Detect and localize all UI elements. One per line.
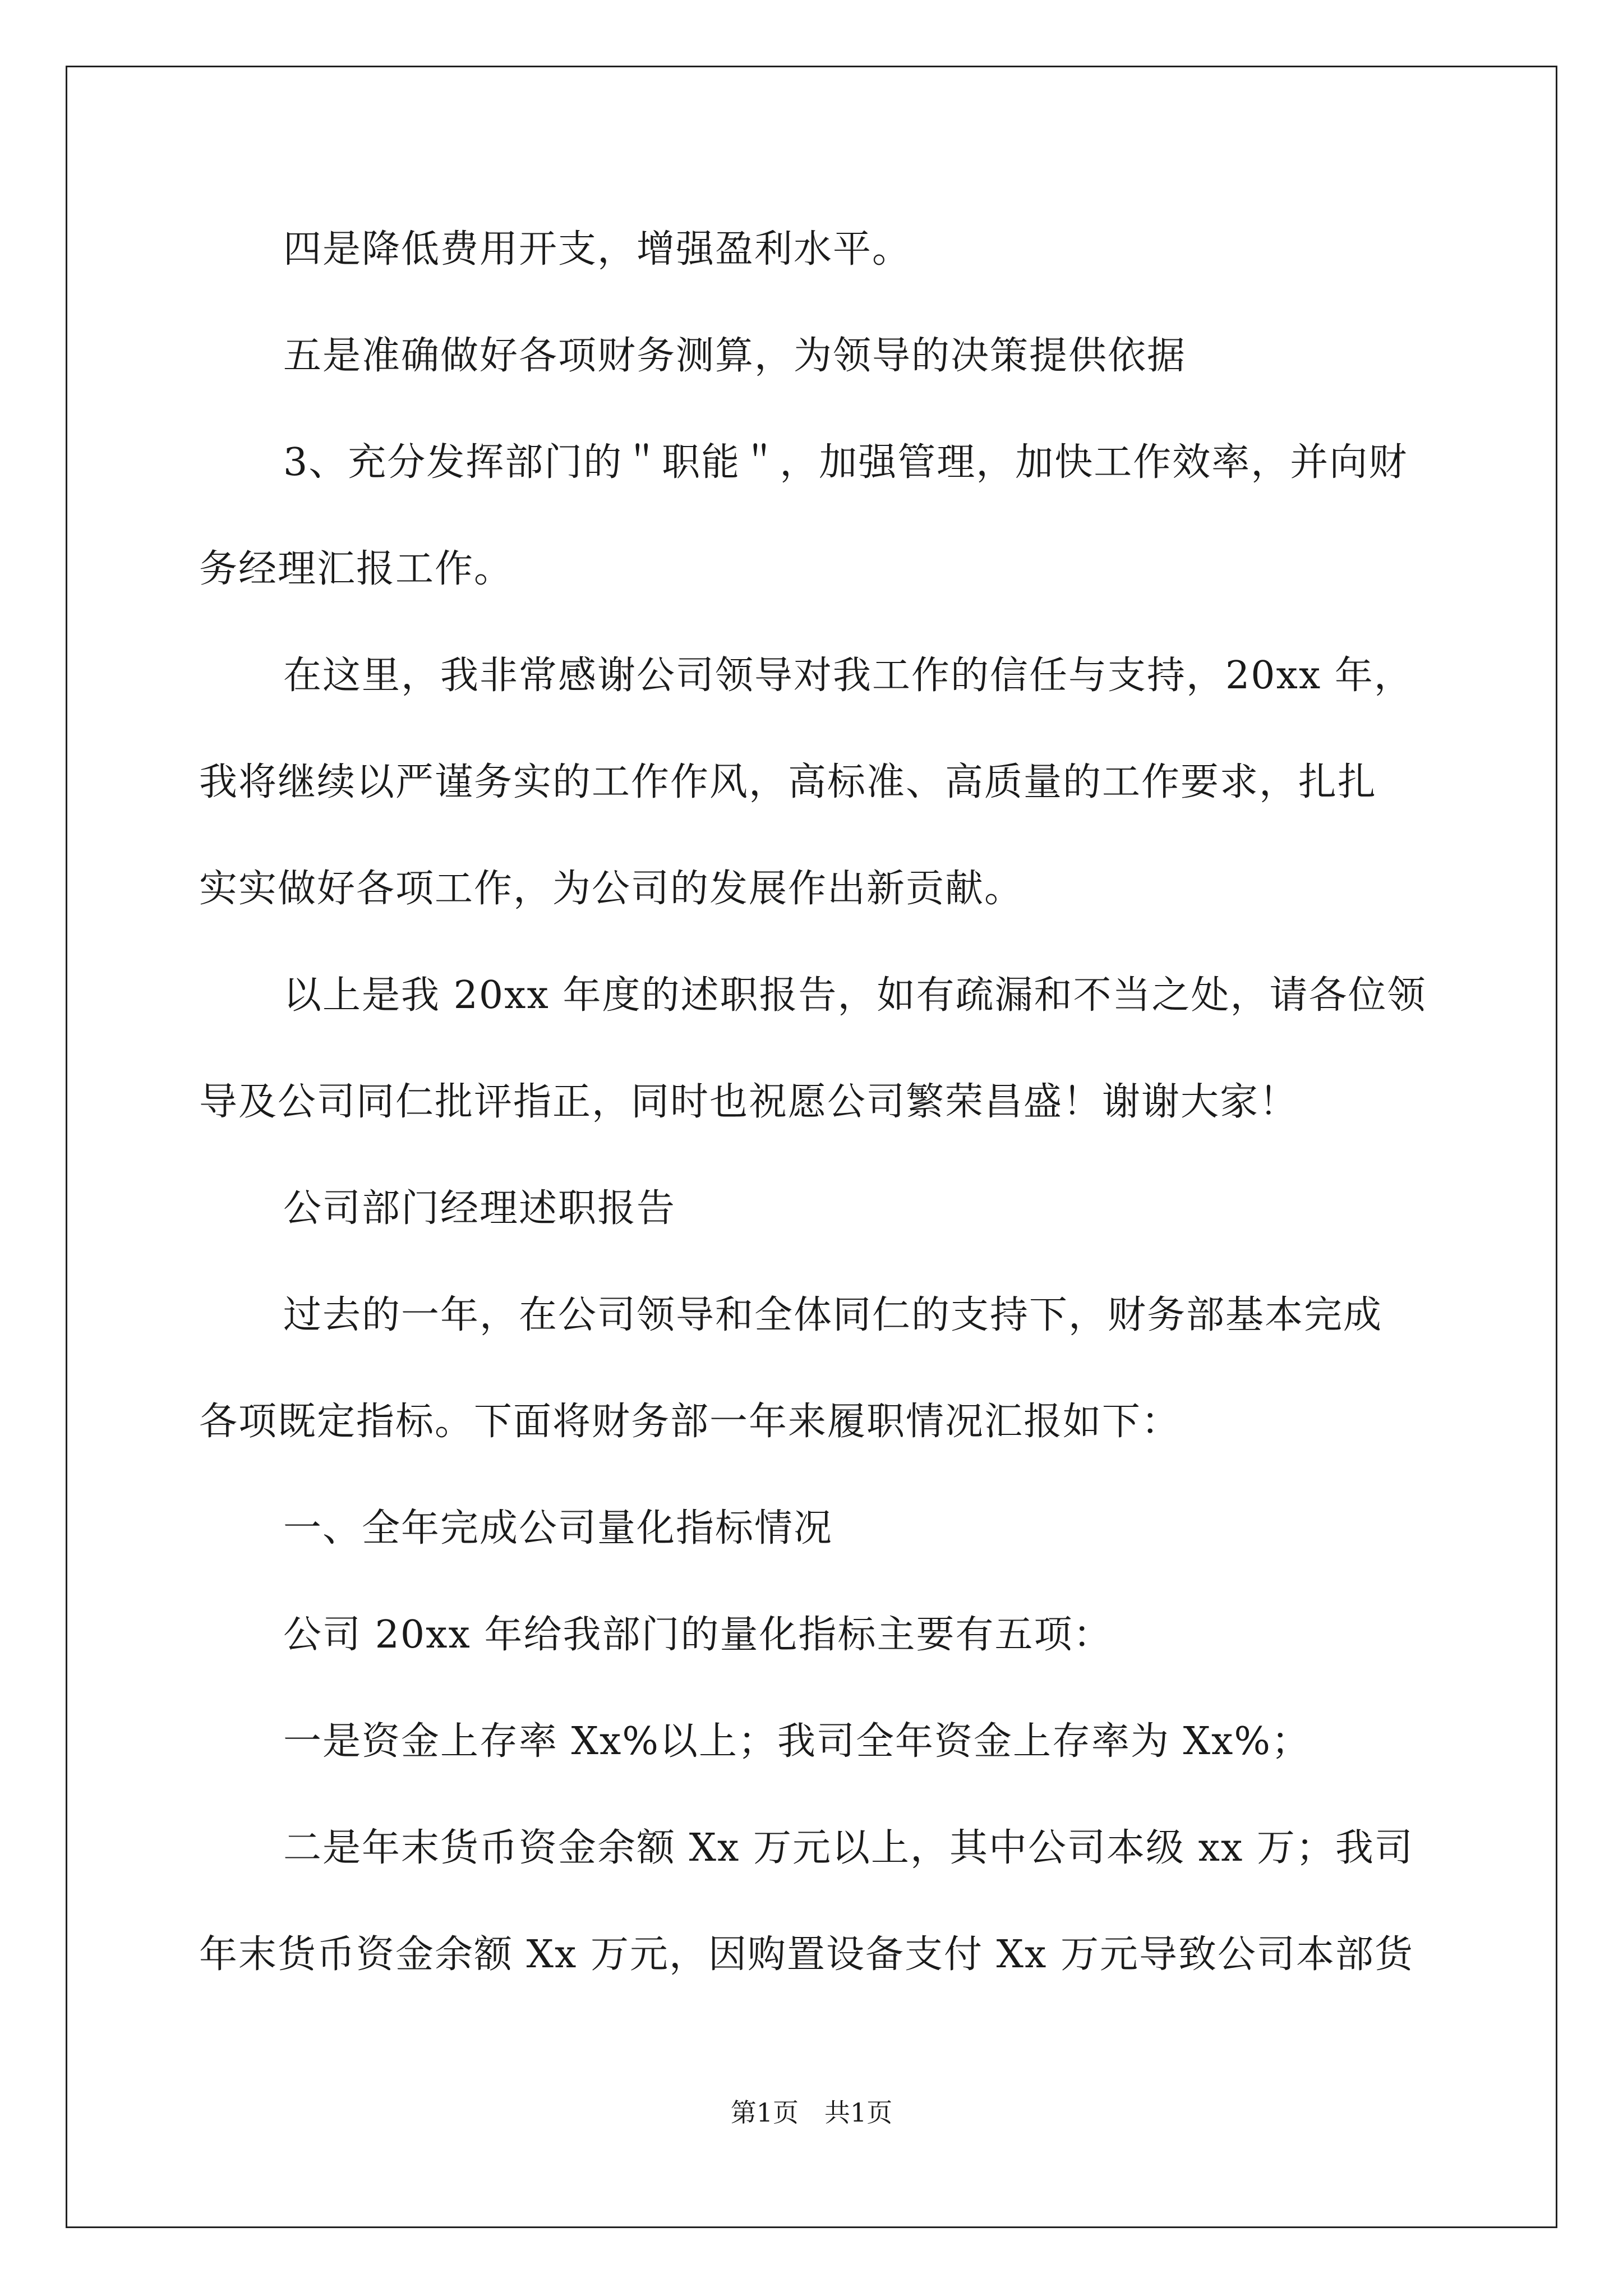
section-heading: 公司部门经理述职报告 [283,1186,676,1231]
page-border [66,66,1557,2228]
paragraph-line: 过去的一年，在公司领导和全体同仁的支持下，财务部基本完成 [283,1293,1383,1337]
paragraph-line: 导及公司同仁批评指正，同时也祝愿公司繁荣昌盛！谢谢大家！ [199,1080,1299,1124]
paragraph-line: 在这里，我非常感谢公司领导对我工作的信任与支持，20xx 年， [283,654,1413,698]
page-number-footer: 第1页 共1页 [730,2097,893,2128]
paragraph-line: 公司 20xx 年给我部门的量化指标主要有五项： [283,1613,1113,1657]
paragraph-line: 二是年末货币资金余额 Xx 万元以上，其中公司本级 xx 万；我司 [283,1826,1414,1870]
paragraph-line: 我将继续以严谨务实的工作作风，高标准、高质量的工作要求，扎扎 [199,760,1377,804]
paragraph-line: 年末货币资金余额 Xx 万元，因购置设备支付 Xx 万元导致公司本部货 [199,1932,1414,1977]
paragraph-line: 以上是我 20xx 年度的述职报告，如有疏漏和不当之处，请各位领 [283,973,1427,1018]
paragraph-line: 一是资金上存率 Xx%以上；我司全年资金上存率为 Xx%； [283,1719,1311,1764]
paragraph-line: 实实做好各项工作，为公司的发展作出新贡献。 [199,867,1024,911]
paragraph-line: 务经理汇报工作。 [199,547,514,591]
subsection-heading: 一、全年完成公司量化指标情况 [283,1506,833,1550]
paragraph-line: 五是准确做好各项财务测算，为领导的决策提供依据 [283,334,1187,378]
paragraph-line: 各项既定指标。下面将财务部一年来履职情况汇报如下： [199,1400,1181,1444]
paragraph-line: 四是降低费用开支，增强盈利水平。 [283,227,912,272]
paragraph-line: 3、充分发挥部门的＂职能＂，加强管理，加快工作效率，并向财 [283,440,1408,485]
